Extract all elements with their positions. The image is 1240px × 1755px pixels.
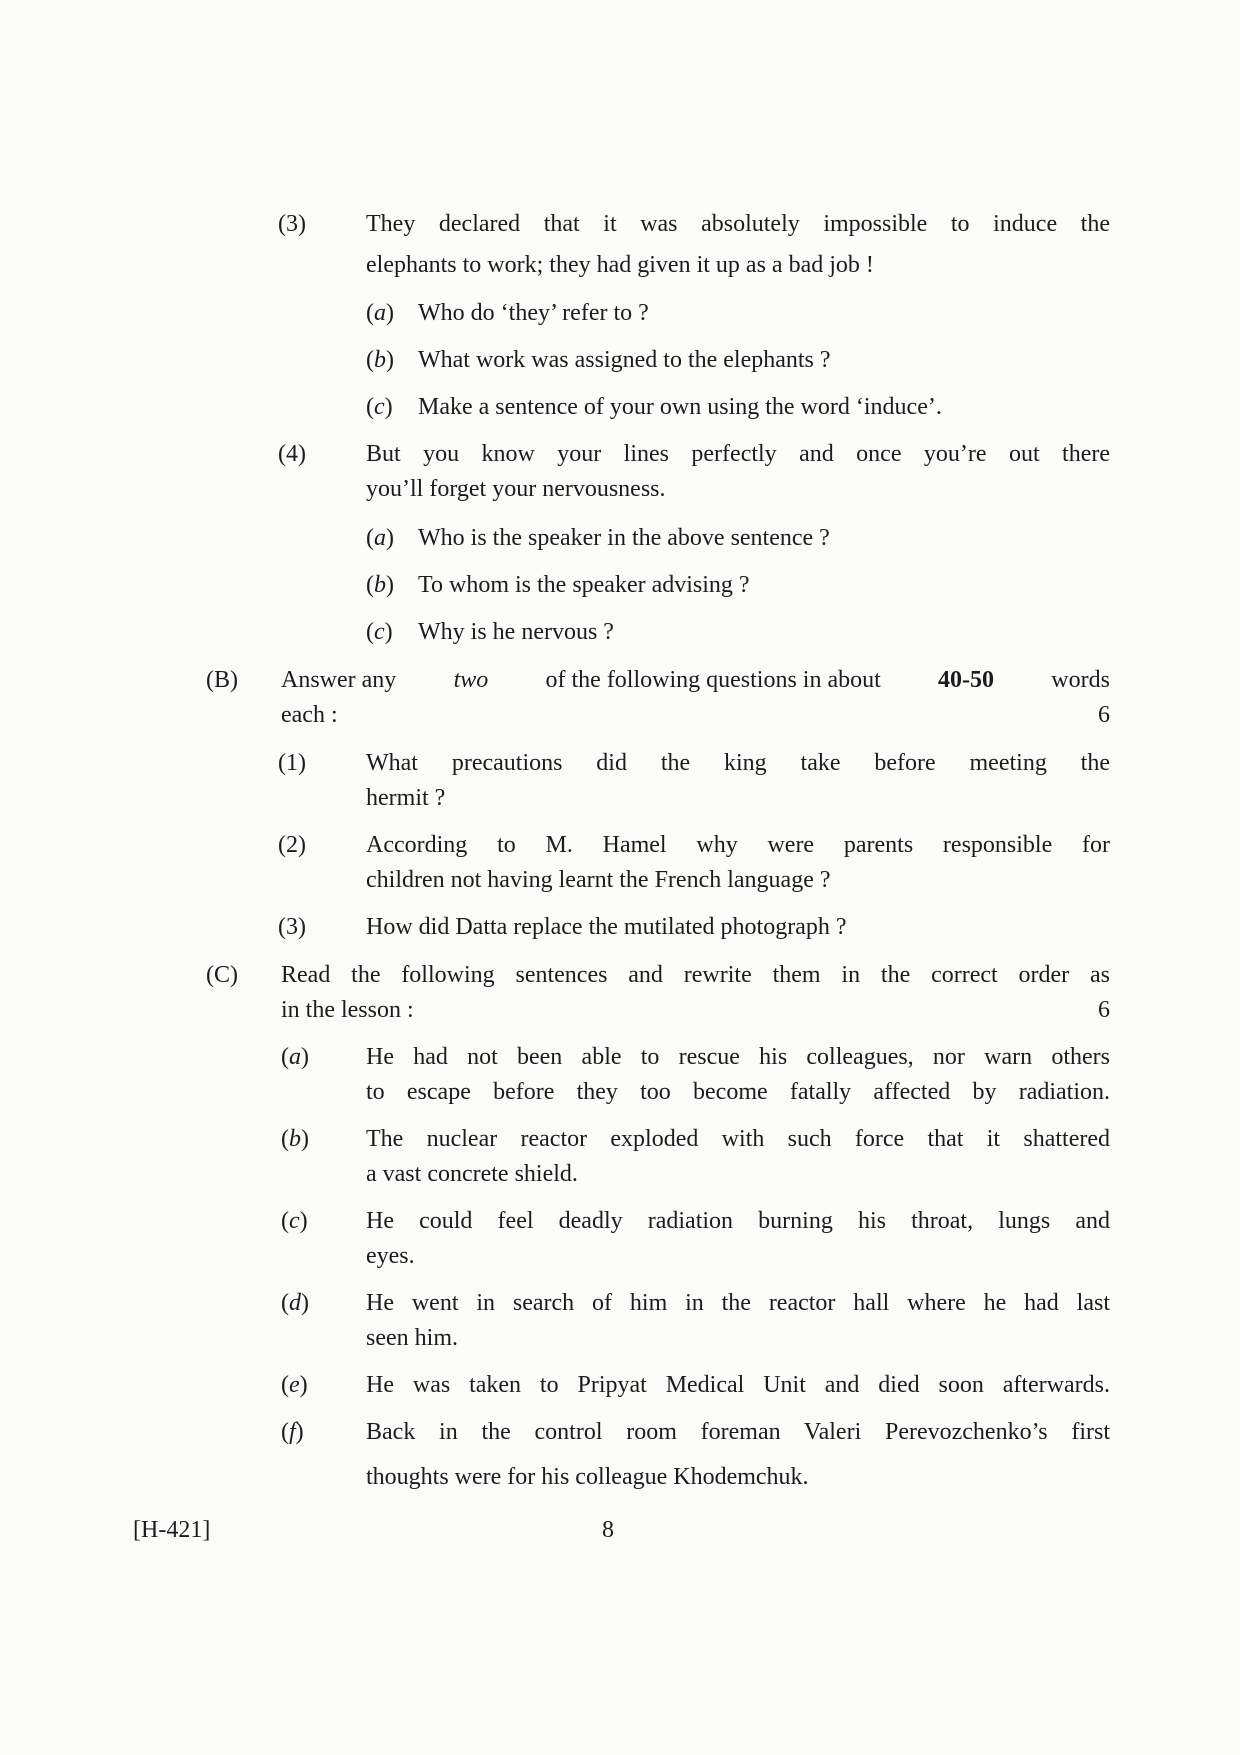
q3-sub-a-text: Who do ‘they’ refer to ?: [418, 300, 649, 326]
section-b-item-1-line2: hermit ?: [366, 785, 446, 811]
section-c-item-d-label: (d): [281, 1290, 309, 1316]
q4-sub-a-text: Who is the speaker in the above sentence ?: [418, 525, 830, 551]
q3-sub-c-text: Make a sentence of your own using the word ‘induce’.: [418, 394, 942, 420]
section-b-item-1-line1: What precautions did the king take before meeting the: [366, 750, 1110, 776]
q4-text-line1: But you know your lines perfectly and once you’re out there: [366, 441, 1110, 467]
paper-code: [H-421]: [133, 1517, 211, 1543]
q4-sub-c-label: (c): [366, 619, 393, 645]
q3-sub-b-label: (b): [366, 347, 394, 373]
q4-sub-b-label: (b): [366, 572, 394, 598]
section-c-item-c-line2: eyes.: [366, 1243, 415, 1269]
q3-number: (3): [278, 211, 306, 237]
section-c-item-f-line1: Back in the control room foreman Valeri Perevozchenko’s first: [366, 1419, 1110, 1445]
section-c-item-d-line2: seen him.: [366, 1325, 458, 1351]
section-b-item-2-line1: According to M. Hamel why were parents responsible for: [366, 832, 1110, 858]
section-b-item-3-line1: How did Datta replace the mutilated photograph ?: [366, 914, 847, 940]
section-b-instruction-line1: Answer any two of the following questions in about 40-50 words: [281, 667, 1110, 693]
section-c-item-a-line2: to escape before they too become fatally affected by radiation.: [366, 1079, 1110, 1105]
q4-text-line2: you’ll forget your nervousness.: [366, 476, 666, 502]
section-c-item-c-label: (c): [281, 1208, 308, 1234]
q3-sub-b-text: What work was assigned to the elephants ?: [418, 347, 831, 373]
section-c-item-e-label: (e): [281, 1372, 308, 1398]
q4-sub-b-text: To whom is the speaker advising ?: [418, 572, 750, 598]
section-c-item-f-label: (f): [281, 1419, 304, 1445]
section-c-item-b-line1: The nuclear reactor exploded with such force that it shattered: [366, 1126, 1110, 1152]
section-c-item-c-line1: He could feel deadly radiation burning his throat, lungs and: [366, 1208, 1110, 1234]
section-b-label: (B): [206, 667, 238, 693]
section-c-instruction-line1: Read the following sentences and rewrite them in the correct order as: [281, 962, 1110, 988]
section-c-item-a-line1: He had not been able to rescue his colleagues, nor warn others: [366, 1044, 1110, 1070]
section-c-item-e-line1: He was taken to Pripyat Medical Unit and died soon afterwards.: [366, 1372, 1110, 1398]
q3-text-line2: elephants to work; they had given it up as a bad job !: [366, 252, 874, 278]
page-number: 8: [602, 1517, 614, 1543]
q4-number: (4): [278, 441, 306, 467]
section-c-item-b-label: (b): [281, 1126, 309, 1152]
section-c-item-f-line2: thoughts were for his colleague Khodemchuk.: [366, 1464, 809, 1490]
section-b-item-2-number: (2): [278, 832, 306, 858]
q3-text-line1: They declared that it was absolutely impossible to induce the: [366, 211, 1110, 237]
q4-sub-a-label: (a): [366, 525, 394, 551]
section-c-label: (C): [206, 962, 238, 988]
q3-sub-c-label: (c): [366, 394, 393, 420]
section-c-item-d-line1: He went in search of him in the reactor hall where he had last: [366, 1290, 1110, 1316]
section-b-instruction-line2: each :: [281, 702, 338, 728]
section-b-item-2-line2: children not having learnt the French language ?: [366, 867, 831, 893]
section-c-item-a-label: (a): [281, 1044, 309, 1070]
q3-sub-a-label: (a): [366, 300, 394, 326]
section-b-item-3-number: (3): [278, 914, 306, 940]
section-c-instruction-line2: in the lesson :: [281, 997, 414, 1023]
section-b-marks: 6: [1098, 702, 1110, 728]
section-c-item-b-line2: a vast concrete shield.: [366, 1161, 578, 1187]
q4-sub-c-text: Why is he nervous ?: [418, 619, 614, 645]
section-b-item-1-number: (1): [278, 750, 306, 776]
section-c-marks: 6: [1098, 997, 1110, 1023]
